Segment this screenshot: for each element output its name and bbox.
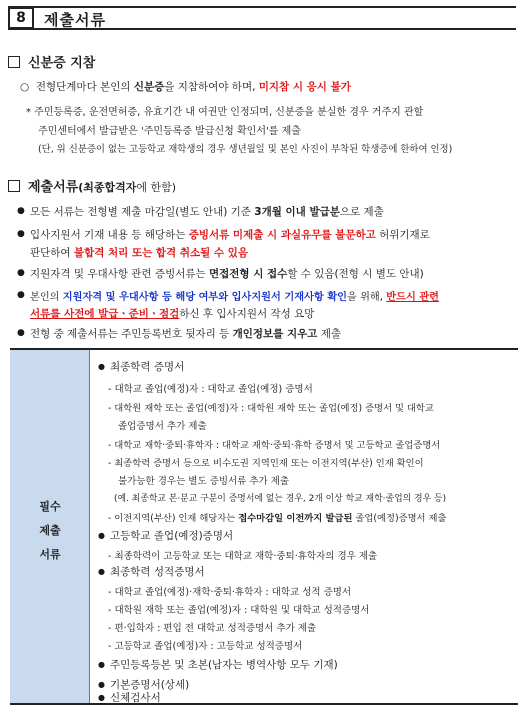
table-item: 최종학력 증명서 <box>110 361 185 373</box>
bullet-icon: ● <box>98 680 105 689</box>
bullet-icon: ● <box>98 531 105 540</box>
section-title: 제출서류 <box>44 11 106 29</box>
bullet-icon: ● <box>98 567 105 576</box>
checkbox-square-icon <box>8 180 20 192</box>
table-label-line: 필수 <box>39 500 61 513</box>
bullet-icon: ● <box>17 229 25 239</box>
bullet-icon: ● <box>98 660 105 669</box>
table-subitem: - 이전지역(부산) 인재 해당자는 접수마감일 이전까지 발급된 졸업(예정)증명서 제출 <box>108 513 447 524</box>
table-subitem: - 대학교 재학·중퇴·휴학자 : 대학교 재학·중퇴·휴학 증명서 및 고등학교 졸업증명서 <box>108 440 441 451</box>
table-subitem: - 대학원 재학 또는 졸업(예정)자 : 대학원 및 대학교 성적증명서 <box>108 605 370 616</box>
table-item: 기본증명서(상세) <box>110 679 190 691</box>
bullet-icon: ● <box>17 290 25 300</box>
docs-bullet-1: 모든 서류는 전형별 제출 마감일(별도 안내) 기준 3개월 이내 발급분으로 제출 <box>30 206 384 218</box>
docs-bullet-3: 지원자격 및 우대사항 관련 증빙서류는 면접전형 시 접수할 수 있음(전형 시 별도 안내) <box>30 268 424 280</box>
bullet-icon: ● <box>98 362 105 371</box>
id-line-4: (단, 위 신분증이 없는 고등학교 재학생의 경우 생년월일 및 본인 사진이 부착된 학생증에 한하여 인정) <box>38 144 453 155</box>
id-block-title: 신분증 지참 <box>8 52 95 71</box>
table-label-line: 서류 <box>39 548 61 561</box>
table-subitem: - 대학교 졸업(예정)자 : 대학교 졸업(예정) 증명서 <box>108 384 313 395</box>
table-subitem: 불가능한 경우는 별도 증빙서류 추가 제출 <box>118 476 290 487</box>
checkbox-square-icon <box>8 56 20 68</box>
bullet-icon: ● <box>17 206 25 216</box>
docs-bullet-2: 입사지원서 기재 내용 등 해당하는 증빙서류 미제출 시 과실유무를 불문하고 허위기재로 <box>30 229 430 241</box>
section-number: 8 <box>8 7 34 29</box>
docs-bullet-4-cont: 서류를 사전에 발급ㆍ준비ㆍ점검하신 후 입사지원서 작성 요망 <box>30 308 315 320</box>
id-line-2: * 주민등록증, 운전면허증, 유효기간 내 여권만 인정되며, 신분증을 분실한 경우 거주지 관할 <box>26 107 424 118</box>
table-label-cell <box>10 350 90 703</box>
bullet-icon: ● <box>98 693 105 702</box>
table-subitem: - 최종학력이 고등학교 또는 대학교 재학·중퇴·휴학자의 경우 제출 <box>108 551 378 562</box>
table-subitem: - 최종학력 증명서 등으로 비수도권 지역인재 또는 이전지역(부산) 인재 확인이 <box>108 458 424 469</box>
table-subitem: (예. 최종학교 본·분교 구분이 증명서에 없는 경우, 2개 이상 학교 재학·졸업의 경우 등) <box>114 494 447 504</box>
table-item: 최종학력 성적증명서 <box>110 566 205 578</box>
docs-bullet-4: 본인의 지원자격 및 우대사항 등 해당 여부와 입사지원서 기재사항 확인을 위해, 반드시 관련 <box>30 292 440 303</box>
id-line-1: ○ 전형단계마다 본인의 신분증을 지참하여야 하며, 미지참 시 응시 불가 <box>20 81 351 93</box>
docs-bullet-5: 전형 중 제출서류는 주민등록번호 뒷자리 등 개인정보를 지우고 제출 <box>30 328 342 340</box>
table-subitem: - 편·입학자 : 편입 전 대학교 성적증명서 추가 제출 <box>108 623 317 634</box>
table-label-line: 제출 <box>39 524 61 537</box>
table-item: 신체검사서 <box>110 692 161 704</box>
bullet-icon: ● <box>17 328 25 338</box>
id-line-3: 주민센터에서 발급받은 '주민등록증 발급신청 확인서'를 제출 <box>38 126 301 137</box>
docs-bullet-2-cont: 판단하여 불합격 처리 또는 합격 취소될 수 있음 <box>30 247 248 259</box>
table-subitem: - 대학교 졸업(예정)·재학·중퇴·휴학자 : 대학교 성적 증명서 <box>108 587 352 598</box>
circle-bullet-icon: ○ <box>20 81 30 93</box>
docs-block-title: 제출서류(최종합격자에 한함) <box>8 176 176 195</box>
table-item: 주민등록등본 및 초본(남자는 병역사항 모두 기재) <box>110 659 338 671</box>
bullet-icon: ● <box>17 268 25 278</box>
table-subitem: - 대학원 재학 또는 졸업(예정)자 : 대학원 재학 또는 졸업(예정) 증명서 및 대학교 <box>108 403 434 414</box>
required-docs-table <box>10 348 518 705</box>
section-header <box>8 6 516 30</box>
table-item: 고등학교 졸업(예정)증명서 <box>110 530 234 542</box>
table-subitem: 졸업증명서 추가 제출 <box>118 421 207 432</box>
table-subitem: - 고등학교 졸업(예정)자 : 고등학교 성적증명서 <box>108 641 303 652</box>
